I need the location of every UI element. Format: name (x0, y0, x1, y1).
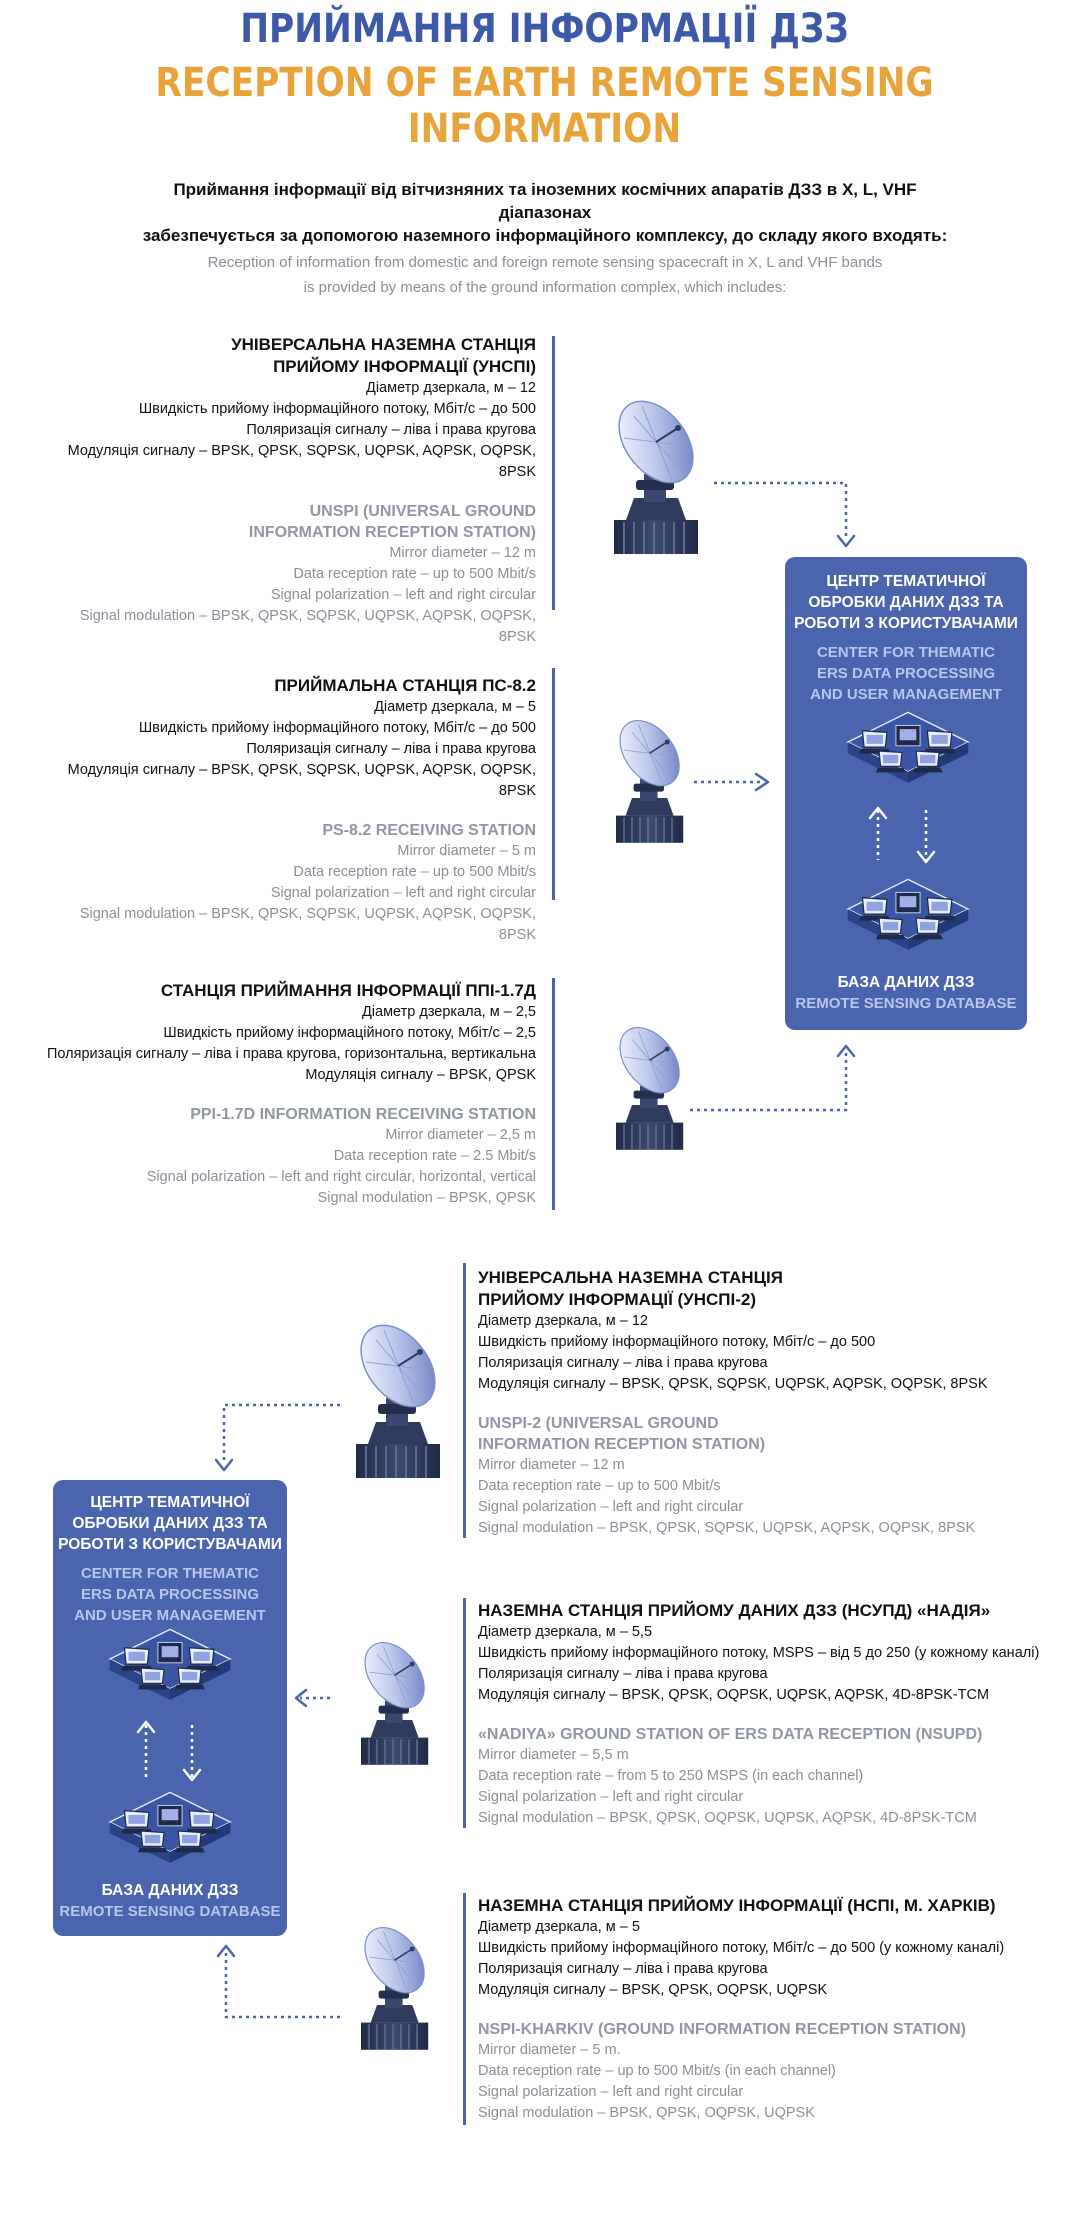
station-title-en: UNSPI (UNIVERSAL GROUND (309, 503, 536, 520)
spec-line: Поляризація сигналу – ліва і права кругова (478, 1961, 768, 1977)
spec-line-en: Mirror diameter – 5,5 m (478, 1747, 629, 1763)
box-subtitle: ERS DATA PROCESSING (80, 1586, 260, 1603)
spec-line: Модуляція сигналу – BPSK, QPSK, OQPSK, UQPSK (478, 1982, 828, 1998)
spec-line: Швидкість прийому інформаційного потоку, Мбіт/с – до 500 (138, 720, 536, 736)
spec-line-en: Mirror diameter – 12 m (478, 1457, 625, 1473)
spec-line: Діаметр дзеркала, м – 12 (478, 1313, 648, 1329)
spec-line: Поляризація сигналу – ліва і права кругова (246, 422, 536, 438)
station-title: СТАНЦІЯ ПРИЙМАННЯ ІНФОРМАЦІЇ ППІ-1.7Д (160, 981, 536, 1000)
box-subtitle: AND USER MANAGEMENT (74, 1607, 266, 1624)
intro-ua-line: Приймання інформації від вітчизняних та іноземних космічних апаратів ДЗЗ в X, L, VHF діапазонах (173, 180, 917, 222)
intro-en-line: Reception of information from domestic and foreign remote sensing spacecraft in X, L and VHF bands (207, 254, 883, 271)
station-title: НАЗЕМНА СТАНЦІЯ ПРИЙОМУ ДАНИХ ДЗЗ (НСУПД) «НАДІЯ» (478, 1601, 991, 1620)
station-title-en: PS-8.2 RECEIVING STATION (322, 822, 536, 839)
db-title: БАЗА ДАНИХ ДЗЗ (101, 1882, 239, 1899)
page-title-en: RECEPTION OF EARTH REMOTE SENSING INFORMATION (155, 60, 934, 152)
spec-line-en: Signal polarization – left and right circular (478, 2084, 744, 2100)
station-title: НАЗЕМНА СТАНЦІЯ ПРИЙОМУ ІНФОРМАЦІЇ (НСПІ, М. ХАРКІВ) (478, 1896, 996, 1915)
box-subtitle: ERS DATA PROCESSING (816, 665, 996, 682)
spec-line-en: Mirror diameter – 2,5 m (385, 1127, 536, 1143)
station-title: ПРИЙОМУ ІНФОРМАЦІЇ (УНСПІ) (273, 357, 536, 376)
station-title-en: «NADIYA» GROUND STATION OF ERS DATA RECEPTION (NSUPD) (478, 1726, 983, 1743)
spec-line-en: Data reception rate – from 5 to 250 MSPS (in each channel) (478, 1768, 864, 1784)
spec-line: Модуляція сигналу – BPSK, QPSK (305, 1067, 536, 1083)
station-title-en: UNSPI-2 (UNIVERSAL GROUND (478, 1415, 719, 1432)
spec-line-en: Data reception rate – 2.5 Mbit/s (333, 1148, 536, 1164)
spec-line-en: Data reception rate – up to 500 Mbit/s (293, 864, 536, 880)
spec-line: Швидкість прийому інформаційного потоку, Мбіт/с – до 500 (у кожному каналі) (478, 1940, 1005, 1956)
page-title-ua: ПРИЙМАННЯ ІНФОРМАЦІЇ ДЗЗ (240, 6, 849, 52)
spec-line: Поляризація сигналу – ліва і права кругова, горизонтальна, вертикальна (46, 1046, 536, 1062)
intro-en-line: is provided by means of the ground information complex, which includes: (303, 279, 787, 296)
db-subtitle: REMOTE SENSING DATABASE (795, 995, 1017, 1012)
spec-line: Швидкість прийому інформаційного потоку, Мбіт/с – 2,5 (163, 1025, 536, 1041)
station-title: УНІВЕРСАЛЬНА НАЗЕМНА СТАНЦІЯ (231, 335, 536, 354)
dotted-arrow-icon (0, 1380, 1089, 2030)
spec-line-en: Mirror diameter – 5 m (397, 843, 536, 859)
spec-line-en: Mirror diameter – 5 m. (478, 2042, 621, 2058)
spec-line: Модуляція сигналу – BPSK, QPSK, OQPSK, UQPSK, AQPSK, 4D-8PSK-TCM (478, 1687, 990, 1703)
spec-line-en: Signal polarization – left and right circular (478, 1789, 744, 1805)
spec-line-en: Signal polarization – left and right circular (270, 885, 536, 901)
spec-line: Швидкість прийому інформаційного потоку, Мбіт/с – до 500 (478, 1334, 876, 1350)
spec-line: Поляризація сигналу – ліва і права кругова (478, 1355, 768, 1371)
spec-line-en: Signal modulation – BPSK, QPSK, SQPSK, UQPSK, AQPSK, OQPSK, 8PSK (79, 608, 536, 645)
box-title: РОБОТИ З КОРИСТУВАЧАМИ (58, 1536, 282, 1553)
station-title-en: INFORMATION RECEPTION STATION) (248, 524, 536, 541)
box-title: ОБРОБКИ ДАНИХ ДЗЗ ТА (72, 1515, 268, 1532)
box-subtitle: CENTER FOR THEMATIC (816, 644, 996, 661)
spec-line-en: Data reception rate – up to 500 Mbit/s (478, 1478, 721, 1494)
spec-line-en: Signal modulation – BPSK, QPSK, OQPSK, UQPSK, AQPSK, 4D-8PSK-TCM (478, 1810, 977, 1826)
spec-line: Діаметр дзеркала, м – 5 (374, 699, 536, 715)
spec-line: Діаметр дзеркала, м – 5,5 (478, 1624, 653, 1640)
spec-line: Модуляція сигналу – BPSK, QPSK, SQPSK, UQPSK, AQPSK, OQPSK, 8PSK (67, 443, 536, 480)
spec-line: Діаметр дзеркала, м – 5 (478, 1919, 640, 1935)
db-title: БАЗА ДАНИХ ДЗЗ (837, 974, 975, 991)
station-title-en: NSPI-KHARKIV (GROUND INFORMATION RECEPTION STATION) (478, 2021, 966, 2038)
spec-line-en: Signal polarization – left and right circular (270, 587, 536, 603)
box-subtitle: AND USER MANAGEMENT (810, 686, 1002, 703)
station-title-en: INFORMATION RECEPTION STATION) (478, 1436, 766, 1453)
spec-line: Діаметр дзеркала, м – 12 (366, 380, 536, 396)
box-subtitle: CENTER FOR THEMATIC (80, 1565, 260, 1582)
box-title: ЦЕНТР ТЕМАТИЧНОЇ (826, 573, 986, 590)
station-title: ПРИЙОМУ ІНФОРМАЦІЇ (УНСПІ-2) (478, 1290, 757, 1309)
spec-line-en: Signal polarization – left and right circular, horizontal, vertical (146, 1169, 536, 1185)
box-title: РОБОТИ З КОРИСТУВАЧАМИ (794, 615, 1018, 632)
spec-line: Модуляція сигналу – BPSK, QPSK, SQPSK, UQPSK, AQPSK, OQPSK, 8PSK (478, 1376, 988, 1392)
spec-line-en: Signal modulation – BPSK, QPSK, SQPSK, UQPSK, AQPSK, OQPSK, 8PSK (79, 906, 536, 943)
spec-line-en: Mirror diameter – 12 m (389, 545, 536, 561)
box-title: ЦЕНТР ТЕМАТИЧНОЇ (90, 1494, 250, 1511)
spec-line-en: Data reception rate – up to 500 Mbit/s (in each channel) (478, 2063, 836, 2079)
spec-line: Швидкість прийому інформаційного потоку, Мбіт/с – до 500 (138, 401, 536, 417)
station-title-en: PPI-1.7D INFORMATION RECEIVING STATION (190, 1106, 536, 1123)
spec-line-en: Signal modulation – BPSK, QPSK (317, 1190, 536, 1206)
spec-line: Діаметр дзеркала, м – 2,5 (361, 1004, 536, 1020)
box-title: ОБРОБКИ ДАНИХ ДЗЗ ТА (808, 594, 1004, 611)
db-subtitle: REMOTE SENSING DATABASE (59, 1903, 281, 1920)
spec-line: Поляризація сигналу – ліва і права кругова (246, 741, 536, 757)
spec-line-en: Data reception rate – up to 500 Mbit/s (293, 566, 536, 582)
spec-line: Модуляція сигналу – BPSK, QPSK, SQPSK, UQPSK, AQPSK, OQPSK, 8PSK (67, 762, 536, 799)
intro-ua-line: забезпечується за допомогою наземного інформаційного комплексу, до складу якого входять: (142, 226, 948, 245)
station-title: УНІВЕРСАЛЬНА НАЗЕМНА СТАНЦІЯ (478, 1268, 783, 1287)
spec-line-en: Signal polarization – left and right circular (478, 1499, 744, 1515)
spec-line: Швидкість прийому інформаційного потоку, MSPS – від 5 до 250 (у кожному каналі) (478, 1645, 1040, 1661)
spec-line: Поляризація сигналу – ліва і права кругова (478, 1666, 768, 1682)
spec-line-en: Signal modulation – BPSK, QPSK, SQPSK, UQPSK, AQPSK, OQPSK, 8PSK (478, 1520, 976, 1536)
spec-line-en: Signal modulation – BPSK, QPSK, OQPSK, UQPSK (478, 2105, 815, 2121)
station-title: ПРИЙМАЛЬНА СТАНЦІЯ ПС-8.2 (274, 676, 536, 695)
